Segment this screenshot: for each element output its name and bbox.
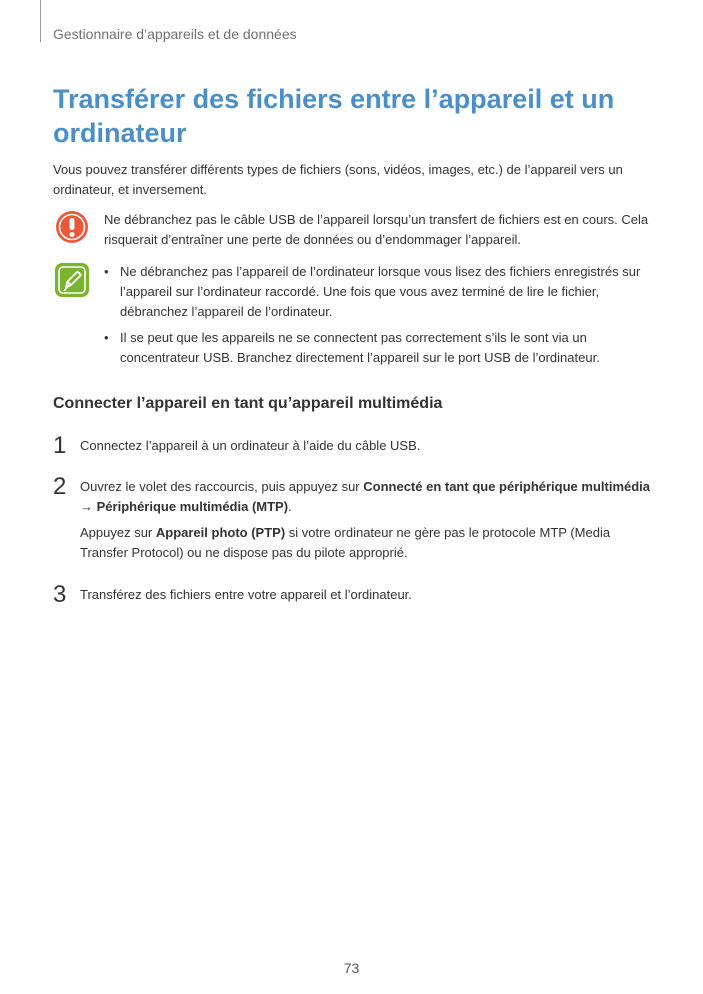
section-heading: Connecter l’appareil en tant qu’appareil multimédia — [53, 395, 443, 412]
warning-icon — [55, 210, 89, 244]
step-text-part: Appuyez sur — [80, 525, 156, 540]
step-number: 3 — [53, 581, 67, 608]
note-item — [104, 262, 644, 322]
page-number: 73 — [343, 960, 360, 976]
margin-rule — [40, 0, 41, 42]
arrow: → — [80, 499, 97, 514]
step-sub-text — [80, 523, 650, 563]
menu-option-connected-media: Connecté en tant que périphérique multimédia — [363, 479, 651, 494]
note-pencil-icon — [54, 262, 90, 298]
bullet: • — [104, 330, 109, 345]
note-list — [104, 262, 644, 374]
step-text: Connectez l’appareil à un ordinateur à l’aide du câble USB. — [80, 438, 421, 453]
step-text: Transférez des fichiers entre votre appareil et l’ordinateur. — [80, 587, 412, 602]
warning-text: Ne débranchez pas le câble USB de l’appareil lorsqu’un transfert de fichiers est en cours. Cela risquerait d’entraîner une perte de données ou d’endommager l’appareil. — [104, 212, 649, 247]
step-text-part: si votre ordinateur ne gère pas le protocole MTP (Media Transfer Protocol) ou ne dispose pas du pilote approprié. — [80, 525, 611, 560]
note-item — [104, 328, 644, 368]
bullet: • — [104, 264, 109, 279]
page-title: Transférer des fichiers entre l’appareil et un ordinateur — [53, 84, 615, 148]
step-number: 1 — [53, 432, 67, 459]
running-header: Gestionnaire d’appareils et de données — [53, 26, 297, 42]
step-text-part: Ouvrez le volet des raccourcis, puis appuyez sur — [80, 479, 364, 494]
step-text — [80, 477, 650, 517]
menu-option-mtp: Périphérique multimédia (MTP) — [96, 499, 289, 514]
note-item-text: Ne débranchez pas l’appareil de l’ordinateur lorsque vous lisez des fichiers enregistrés sur l’appareil sur l’ordinateur raccordé. Une fois que vous avez terminé de lire le fichier, débranchez l’appareil de l’ordinateur. — [120, 264, 641, 319]
step-number: 2 — [53, 473, 67, 500]
menu-option-ptp: Appareil photo (PTP) — [155, 525, 286, 540]
note-item-text: Il se peut que les appareils ne se connectent pas correctement s’ils le sont via un concentrateur USB. Branchez directement l’appareil sur le port USB de l’ordinateur. — [120, 330, 600, 365]
step-text-part: . — [288, 499, 292, 514]
intro-paragraph: Vous pouvez transférer différents types de fichiers (sons, vidéos, images, etc.) de l’appareil vers un ordinateur, et inversement. — [53, 162, 623, 197]
